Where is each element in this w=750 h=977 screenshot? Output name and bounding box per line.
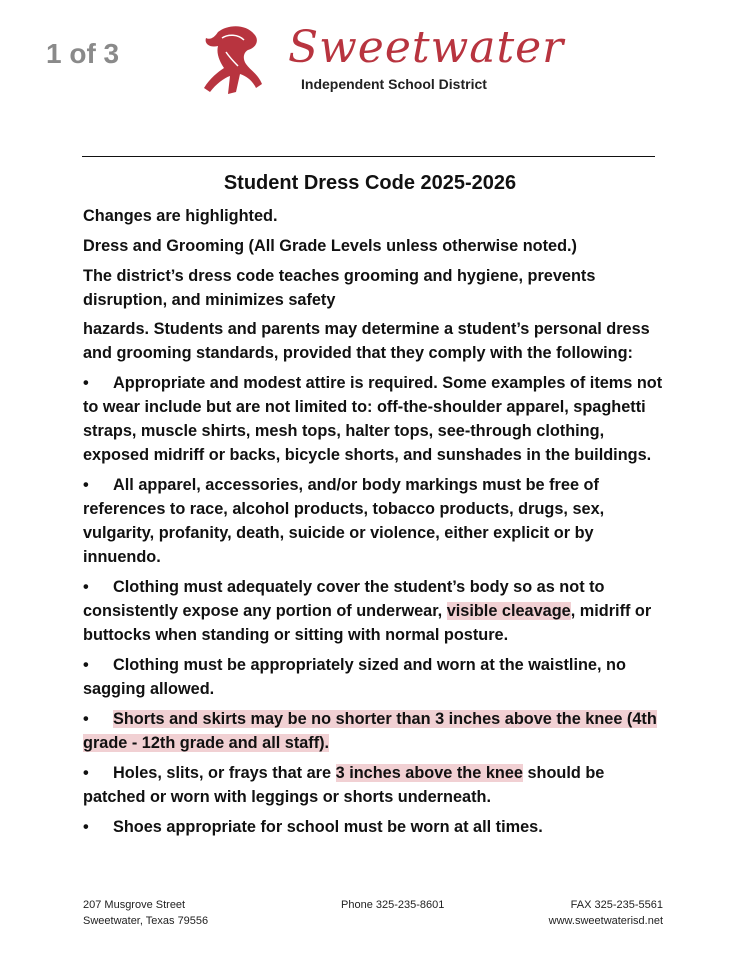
list-item bbox=[83, 707, 663, 755]
list-item bbox=[83, 473, 663, 569]
district-name: Independent School District bbox=[301, 76, 487, 92]
brand-name: Sweetwater bbox=[288, 22, 565, 73]
list-item bbox=[83, 761, 663, 809]
address-city: Sweetwater, Texas 79556 bbox=[83, 915, 209, 927]
bullet-marker: • bbox=[83, 656, 89, 674]
bullet-text: Clothing must adequately cover the student’s body so as not to consistently expose any portion of underwear, bbox=[83, 578, 605, 620]
highlighted-change: visible cleavage bbox=[446, 602, 571, 620]
bullet-text: Holes, slits, or frays that are bbox=[113, 764, 336, 782]
bullet-text: , midriff or buttocks when standing or sitting with normal posture. bbox=[83, 602, 652, 644]
intro-purpose: The district’s dress code teaches grooming and hygiene, prevents disruption, and minimizes safety bbox=[83, 267, 596, 309]
list-item bbox=[83, 371, 663, 467]
bullet-marker: • bbox=[83, 578, 89, 596]
website-link[interactable]: www.sweetwaterisd.net bbox=[548, 915, 663, 927]
document-title: Student Dress Code 2025-2026 bbox=[223, 172, 517, 194]
bullet-text: should be patched or worn with leggings or shorts underneath. bbox=[83, 764, 605, 806]
list-item bbox=[83, 815, 663, 839]
bullet-marker: • bbox=[83, 818, 89, 836]
footer-address bbox=[83, 897, 208, 929]
bullet-marker: • bbox=[83, 764, 89, 782]
list-item bbox=[83, 575, 663, 647]
address-street: 207 Musgrove Street bbox=[83, 899, 186, 911]
bullet-marker: • bbox=[83, 374, 89, 392]
highlighted-change: Shorts and skirts may be no shorter than 3 inches above the knee (4th grade - 12th grade and all staff). bbox=[83, 710, 657, 752]
bullet-marker: • bbox=[83, 710, 89, 728]
footer-phone: Phone 325-235-8601 bbox=[341, 899, 445, 911]
bullet-marker: • bbox=[83, 476, 89, 494]
intro-changes: Changes are highlighted. bbox=[83, 207, 278, 225]
intro-standards: hazards. Students and parents may determine a student’s personal dress and grooming standards, provided that they comply with the following: bbox=[83, 320, 650, 362]
fax-number: FAX 325-235-5561 bbox=[570, 899, 663, 911]
bullet-text: Appropriate and modest attire is required. Some examples of items not to wear include but are not limited to: off-the-shoulder apparel, spaghetti straps, muscle shirts, mesh tops, halter tops, see-through clothing, exposed midriff or backs, bicycle shorts, and sunshades in the buildings. bbox=[83, 374, 663, 464]
mustang-horse-icon bbox=[198, 22, 278, 102]
district-logo bbox=[198, 22, 565, 102]
list-item bbox=[83, 653, 663, 701]
bullet-text: Clothing must be appropriately sized and worn at the waistline, no sagging allowed. bbox=[83, 656, 626, 698]
footer-contact bbox=[549, 897, 663, 929]
intro-scope: Dress and Grooming (All Grade Levels unless otherwise noted.) bbox=[83, 237, 577, 255]
page-indicator: 1 of 3 bbox=[46, 38, 120, 69]
bullet-text: Shoes appropriate for school must be worn at all times. bbox=[113, 818, 543, 836]
bullet-text: All apparel, accessories, and/or body markings must be free of references to race, alcohol products, tobacco products, drugs, sex, vulgarity, profanity, death, suicide or violence, either explicit or by innuendo. bbox=[83, 476, 605, 566]
header-divider bbox=[82, 156, 655, 157]
highlighted-change: 3 inches above the knee bbox=[335, 764, 523, 782]
page-footer bbox=[83, 897, 663, 937]
document-body bbox=[83, 204, 663, 845]
